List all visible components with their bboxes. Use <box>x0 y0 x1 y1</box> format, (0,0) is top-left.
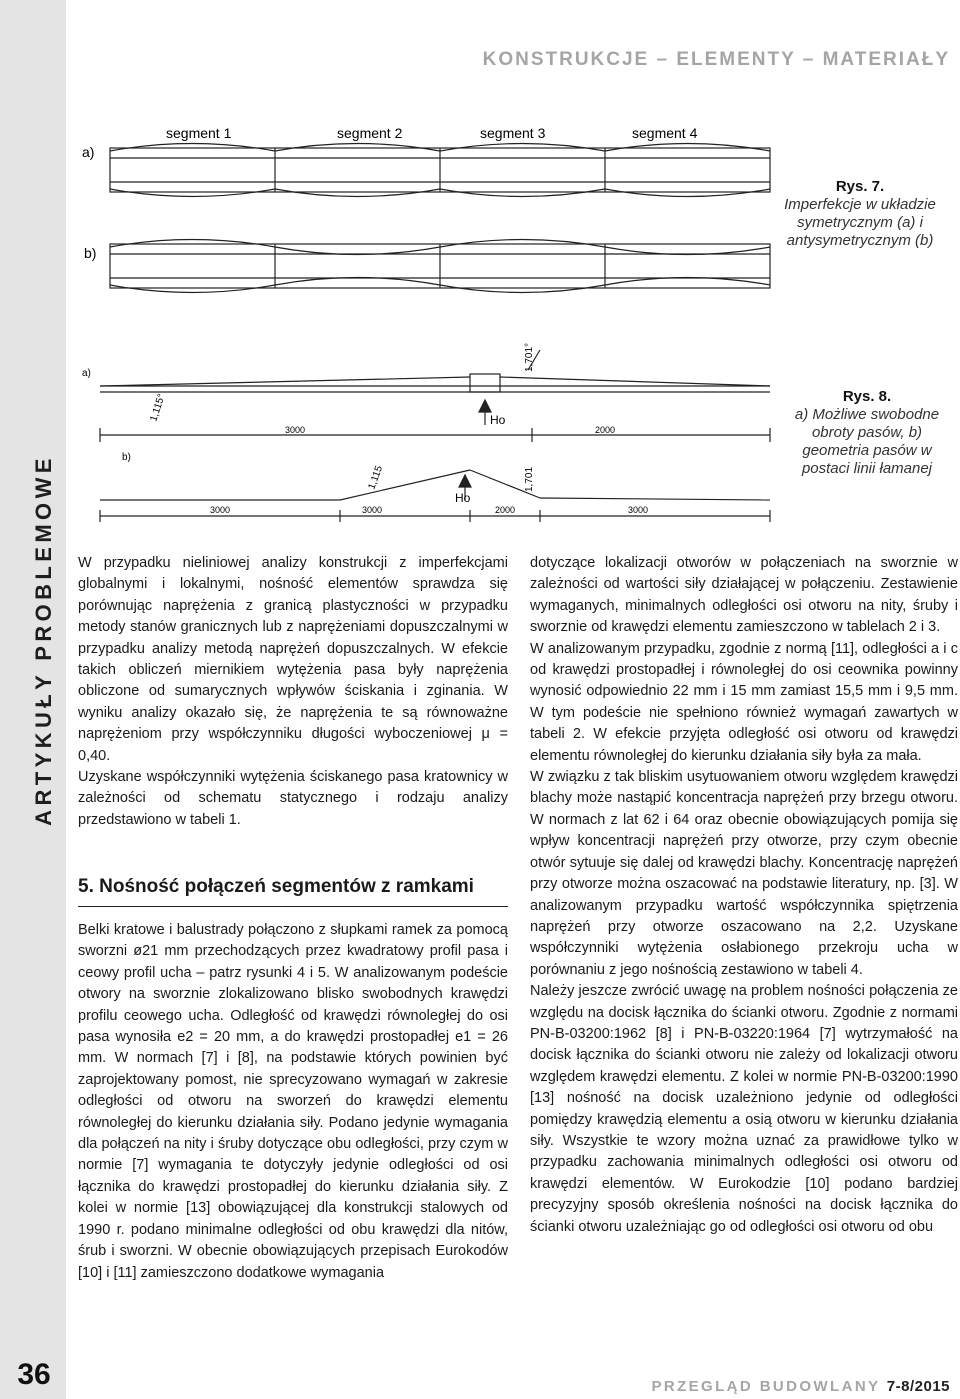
fig7-segment-2: segment 2 <box>337 125 403 141</box>
fig8-panel-b-label: b) <box>122 452 131 463</box>
fig8-dim-a-1: 3000 <box>285 425 306 435</box>
figure-8-label: Rys. 8. <box>842 388 892 405</box>
fig7-segment-3: segment 3 <box>480 125 546 141</box>
figure-8-caption <box>784 388 950 478</box>
fig8-dim-b-4: 3000 <box>628 505 649 515</box>
paragraph: Uzyskane współczynniki wytężenia ściskanego pasa kratownicy w zależności od schematu statycznego i rodzaju analizy przedstawiono w tabeli 1. <box>78 769 508 828</box>
fig8-angle-a-left: 1,115° <box>148 392 168 423</box>
fig8-angle-b-left: 1,115 <box>366 464 386 492</box>
fig8-panel-a-label: a) <box>82 368 91 379</box>
issue-number: 7-8/2015 <box>886 1378 950 1395</box>
fig8-force-a: Ho <box>490 413 506 427</box>
fig7-panel-a-label: a) <box>82 144 95 160</box>
figure-8-diagram <box>70 330 780 530</box>
column-right <box>530 553 958 1238</box>
fig8-angle-b-right: 1,701 <box>524 466 535 492</box>
fig8-dim-b-2: 3000 <box>362 505 383 515</box>
figure-7-caption <box>770 178 950 250</box>
figure-8-text: a) Możliwe swobodne obroty pasów, b) geometria pasów w postaci linii łamanej <box>794 406 940 477</box>
fig8-dim-b-1: 3000 <box>210 505 231 515</box>
column-left-top <box>78 553 508 831</box>
fig8-dim-b-3: 2000 <box>495 505 516 515</box>
section-heading: 5. Nośność połączeń segmentów z ramkami <box>78 876 474 897</box>
paragraph: dotyczące lokalizacji otworów w połączeniach na sworznie w zależności od wartości siły działającej w połączeniu. Zestawienie wymaganych, minimalnych odległości osi otworu na nity, śruby i sworznie od krawędzi elementu zamieszczono w tablelach 2 i 3. <box>530 555 958 636</box>
paragraph: W przypadku nieliniowej analizy konstrukcji z imperfekcjami globalnymi i lokalnymi, nośność elementów sprawdza się porównując naprężenia z granicą plastyczności w przypadku metody stanów granicznych lub z naprężeniami dopuszczalnymi w przypadku analizy metodą naprężeń dopuszczalnych. W efekcie takich obliczeń miernikiem wytężenia pasa były naprężenia obliczone od sumarycznych wpływów ściskania i zginania. W wyniku analizy okazało się, że naprężenia te są równoważne naprężeniom przy współczynniku długości wyboczeniowej μ = 0,40. <box>78 555 508 764</box>
figure-7-label: Rys. 7. <box>835 178 885 195</box>
fig8-force-b: Ho <box>455 491 471 505</box>
fig7-segment-1: segment 1 <box>166 125 232 141</box>
section-title: ARTYKUŁY PROBLEMOWE <box>31 454 56 826</box>
fig8-dim-a-2: 2000 <box>595 425 616 435</box>
fig7-panel-b-label: b) <box>84 245 97 261</box>
running-header: KONSTRUKCJE – ELEMENTY – MATERIAŁY <box>482 49 950 70</box>
paragraph: Belki kratowe i balustrady połączono z słupkami ramek za pomocą sworzni ø21 mm przechodzących przez kwadratowy profil pasa i ceowy profil ucha – patrz rysunki 4 i 5. W analizowanym podeście otwory na sworznie zlokalizowano blisko swobodnych krawędzi profilu ceowego ucha. Odległość od krawędzi równoległej do osi pasa wynosiła e2 = 20 mm, a do krawędzi prostopadłej e1 = 26 mm. W normach [7] i [8], na podstawie których powinien być zaprojektowany pomost, nie sprecyzowano wymagań w zakresie odległości od otworu na sworzeń do krawędzi elementu równoległej do kierunku działania siły. Podano jedynie wymagania dla połączeń na nity i śruby dotyczące obu odległości, przy czym w normie [7] wymagania te dotyczyły jedynie odległości od osi łącznika do krawędzi prostopadłej do kierunku działania siły. Z kolei w normie [13] obowiązującej dla konstrukcji stalowych od 1990 r. podano minimalne odległości od obu krawędzi dla nitów, śrub i sworzni. W obecnie obowiązujących przepisach Eurokodów [10] i [11] zamieszczono dodatkowe wymagania <box>78 922 508 1281</box>
fig8-angle-a-right: 1,701° <box>524 342 535 372</box>
figure-7-diagram <box>70 118 780 318</box>
footer <box>651 1378 950 1395</box>
column-left-bottom <box>78 920 508 1284</box>
paragraph: W analizowanym przypadku, zgodnie z normą [11], odległości a i c od krawędzi prostopadłej i równoległej do osi ceownika powinny wynosić odpowiednio 22 mm i 15 mm zamiast 15,5 mm i 9,5 mm. W tym podeście nie spełniono również wymagań zawartych w tabeli 2. W efekcie przyjęta odległość osi otworu od krawędzi elementu równoległej do kierunku działania siły była za mała. <box>530 640 958 764</box>
paragraph: W związku z tak bliskim usytuowaniem otworu względem krawędzi blachy może nastąpić koncentracja naprężeń przy brzegu otworu. W normach z lat 62 i 64 oraz obecnie obowiązujących pomija się wpływ koncentracji naprężeń przy otworze, przy czym obecnie otwór sytuuje się dalej od krawędzi blachy. Koncentrację naprężeń przy otworze można oszacować na podstawie literatury, np. [3]. W analizowanym przypadku wartość współczynnika spiętrzenia naprężeń przy otworze oszacowano na 2,2. Uzyskane współczynniki wytężenia osłabionego przekroju ucha w porównaniu z jego nośnością zestawiono w tabeli 4. <box>530 769 958 978</box>
journal-name: PRZEGLĄD BUDOWLANY <box>651 1378 881 1395</box>
paragraph: Należy jeszcze zwrócić uwagę na problem nośności połączenia ze względu na docisk łącznika do ścianki otworu. Zgodnie z normami PN-B-03200:1962 [8] i PN-B-03220:1964 [7] wytrzymałość na docisk łącznika do ścianki otworu nie zależy od lokalizacji otworu względem krawędzi elementu. Z kolei w normie PN-B-03200:1990 [13] nośność na docisk uzależniono jedynie od odległości pomiędzy krawędzią elementu a osią otworu w kierunku działania siły. Wszystkie te wzory można uznać za prawidłowe tylko w przypadku zachowania minimalnych odległości osi otworu od krawędzi elementów. W Eurokodzie [10] podano bardziej precyzyjny sposób określenia nośności na docisk łącznika do ścianki otworu uzależniając go od odległości osi otworu od obu <box>530 983 958 1235</box>
sidebar <box>0 0 66 1399</box>
page-number: 36 <box>17 1358 51 1391</box>
figure-7-text: Imperfekcje w układzie symetrycznym (a) i antysymetrycznym (b) <box>784 196 936 249</box>
fig7-segment-4: segment 4 <box>632 125 698 141</box>
section-divider <box>78 906 508 907</box>
